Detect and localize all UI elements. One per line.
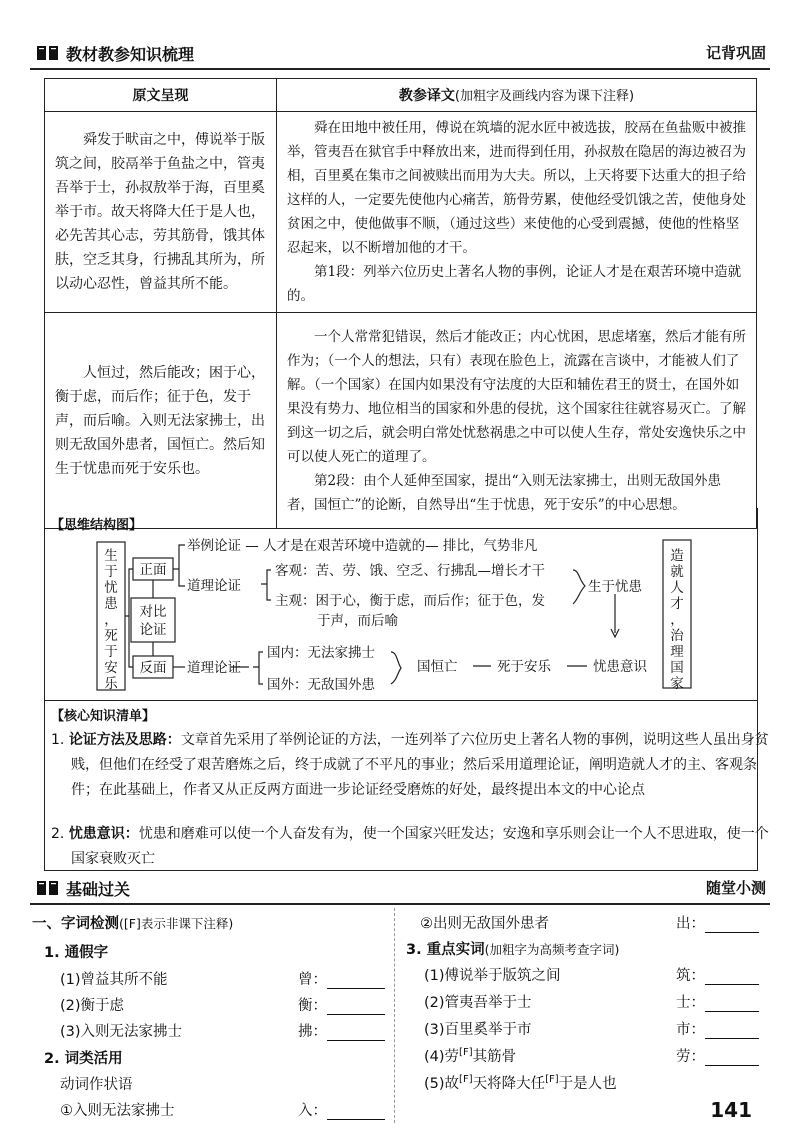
original-text-2: 人恒过，然后能改；困于心，衡于虑，而后作；征于色，发于声，而后喻。入则无法家拂士，出则无敌国外患者，国恒亡。然后知生于忧患而死于安乐也。 xyxy=(45,313,277,529)
tongjia-1: (1)曾益其所不能 xyxy=(60,972,168,988)
huoyong-1-answer[interactable]: 入： xyxy=(298,1099,385,1120)
tongjia-3: (3)入则无法家拂士 xyxy=(60,1024,183,1040)
svg-text:治: 治 xyxy=(670,628,684,644)
core-item-1: 1. 论证方法及思路：文章首先采用了举例论证的方法，一连列举了六位历史上著名人物的事例，说明这些人虽出身贫贱，但他们在经受了艰苦磨炼之后，终于成就了不平凡的事业；然后采用道理论证，阐明造就人才的主、客观条件；在此基础上，作者又从正反两方面进一步论证经受磨炼的好处，最终提出本文的中心论点 xyxy=(51,732,769,798)
born-in-worry: 生于忧患 xyxy=(588,579,642,595)
svg-text:造: 造 xyxy=(670,548,684,564)
svg-text:安: 安 xyxy=(104,660,118,676)
mind-map xyxy=(44,508,758,701)
summary-1: 第1段：列举六位历史上著名人物的事例，论证人才是在艰苦环境中造就的。 xyxy=(287,264,742,304)
section2-tag: 随堂小测 xyxy=(705,879,766,897)
tongjia-3-answer[interactable]: 拂： xyxy=(298,1020,385,1041)
original-text-1: 舜发于畎亩之中，傅说举于版筑之间，胶鬲举于鱼盐之中，管夷吾举于士，孙叔敖举于海，百里奚举于市。故天将降大任于是人也，必先苦其心志，劳其筋骨，饿其体肤，空乏其身，行拂乱其所为，所以动心忍性，曾益其所不能。 xyxy=(45,112,277,313)
shici-4: (4)劳[F]其筋骨 xyxy=(424,1047,517,1065)
svg-text:理: 理 xyxy=(670,644,684,660)
worry-awareness: 忧患意识 xyxy=(593,659,647,675)
book-icon xyxy=(36,879,60,897)
svg-text:忧: 忧 xyxy=(104,580,118,596)
domestic: 国内：无法家拂士 xyxy=(267,645,375,661)
svg-text:，: ， xyxy=(670,612,684,628)
svg-text:就: 就 xyxy=(670,564,684,580)
svg-text:人: 人 xyxy=(670,580,684,596)
huoyong-2: ②出则无敌国外患者 xyxy=(420,916,549,932)
huoyong-1: ①入则无法家拂士 xyxy=(60,1103,175,1119)
tongjia-2-answer[interactable]: 衡： xyxy=(298,994,385,1015)
shici-1-answer[interactable]: 筑： xyxy=(676,964,759,985)
shici-1: (1)傅说举于版筑之间 xyxy=(424,968,561,984)
text-translation-table xyxy=(44,78,757,529)
tongjia-1-answer[interactable]: 曾： xyxy=(298,968,385,989)
shici-2: (2)管夷吾举于士 xyxy=(424,995,532,1011)
core-knowledge xyxy=(44,700,769,871)
reason-argument-2: 道理论证 xyxy=(187,660,241,676)
example-argument: 举例论证 — 人才是在艰苦环境中造就的— 排比，气势非凡 xyxy=(187,538,538,554)
left-title-1: 生 xyxy=(104,548,118,564)
nation-perish: 国恒亡 xyxy=(417,659,458,675)
svg-text:于: 于 xyxy=(104,564,118,580)
huoyong-2-answer[interactable]: 出： xyxy=(676,912,759,933)
shici-3-answer[interactable]: 市： xyxy=(676,1018,759,1039)
section-title: 教材教参知识梳理 xyxy=(66,45,195,64)
section-tag: 记背巩固 xyxy=(705,44,766,62)
svg-text:家: 家 xyxy=(670,676,684,692)
tongjia-2: (2)衡于虑 xyxy=(60,998,125,1014)
book-icon xyxy=(36,44,60,62)
page-number: 141 xyxy=(710,1098,752,1122)
summary-2: 第2段：由个人延伸至国家，提出“入则无法家拂士，出则无敌国外患者，国恒亡”的论断，自然导出“生于忧患，死于安乐”的中心思想。 xyxy=(287,472,721,513)
shici-4-answer[interactable]: 劳： xyxy=(676,1045,759,1066)
part1-title: 一、字词检测([F]表示非课下注释) xyxy=(32,916,234,932)
section-header xyxy=(30,38,770,70)
heading-cilei: 2. 词类活用 xyxy=(44,1051,123,1067)
section2-header xyxy=(30,873,770,905)
objective-conditions: 客观：苦、劳、饿、空乏、行拂乱—增长才干 xyxy=(275,563,545,579)
svg-text:乐: 乐 xyxy=(104,676,118,692)
translation-1: 舜在田地中被任用，傅说在筑墙的泥水匠中被选拔，胶鬲在鱼盐贩中被推举，管夷吾在狱官手中释放出来，进而得到任用，孙叔敖在隐居的海边被召为相，百里奚在集市之间被赎出而用为大夫。所以，上天将要下达重大的担子给这样的人，一定要先使他内心痛苦，筋骨劳累，使他经受饥饿之苦，使他身处贫困之中，使他做事不顺，（通过这些）来使他的心受到震撼，使他的性格坚忍起来，以不断增加他的才干。 第1段：列举六位历史上著名人物的事例，论证人才是在艰苦环境中造就的。 xyxy=(277,112,757,313)
shici-5: (5)故[F]天将降大任[F]于是人也 xyxy=(424,1074,617,1092)
sub-dongci: 动词作状语 xyxy=(60,1077,133,1093)
col-original-header: 原文呈现 xyxy=(45,79,277,112)
mind-map-diagram xyxy=(45,508,757,700)
translation-2: 一个人常常犯错误，然后才能改正；内心忧困，思虑堵塞，然后才能有所作为；（一个人的想法，只有）表现在脸色上，流露在言谈中，才能被人们了解。（一个国家）在国内如果没有守法度的大臣和辅佐君王的贤士，在国外如果没有势力、地位相当的国家和外患的侵扰，这个国家往往就容易灭亡。了解到这一切之后，就会明白常处忧愁祸患之中可以使人生存，常处安逸快乐之中可以使人死亡的道理了。 第2段：由个人延伸至国家，提出“入则无法家拂士，出则无敌国外患者，国恒亡”的论断，自然导出“生于忧患，死于安乐”的中心思想。 xyxy=(277,313,757,529)
svg-text:国: 国 xyxy=(670,660,684,676)
core-label: 【核心知识清单】 xyxy=(51,709,156,724)
svg-text:论证: 论证 xyxy=(139,622,167,638)
svg-text:，: ， xyxy=(104,612,118,628)
col-translation-header: 教参译文(加粗字及画线内容为课下注释) xyxy=(277,79,757,112)
heading-tongjia: 1. 通假字 xyxy=(44,945,109,961)
reason-argument: 道理论证 xyxy=(187,578,241,594)
die-in-ease: 死于安乐 xyxy=(497,659,551,675)
subjective-conditions-2: 于声，而后喻 xyxy=(317,613,398,629)
subjective-conditions-1: 主观：困于心，衡于虑，而后作；征于色，发 xyxy=(275,593,545,609)
column-divider xyxy=(394,908,395,1123)
core-item-2: 2. 忧患意识：忧患和磨难可以使一个人奋发有为，使一个国家兴旺发达；安逸和享乐则会让一个人不思进取，使一个国家衰败灭亡 xyxy=(51,826,769,867)
section2-title: 基础过关 xyxy=(66,880,131,899)
svg-text:对比: 对比 xyxy=(139,604,167,620)
positive-box: 正面 xyxy=(139,562,167,578)
svg-text:死: 死 xyxy=(104,628,118,644)
mind-map-label: 【思维结构图】 xyxy=(51,518,143,533)
svg-text:于: 于 xyxy=(104,644,118,660)
foreign: 国外：无敌国外患 xyxy=(267,677,375,693)
svg-text:才: 才 xyxy=(670,596,684,612)
heading-shici: 3. 重点实词(加粗字为高频考查字词) xyxy=(406,942,620,958)
shici-3: (3)百里奚举于市 xyxy=(424,1022,532,1038)
shici-2-answer[interactable]: 士： xyxy=(676,991,759,1012)
svg-text:患: 患 xyxy=(104,596,118,612)
negative-box: 反面 xyxy=(139,660,167,676)
